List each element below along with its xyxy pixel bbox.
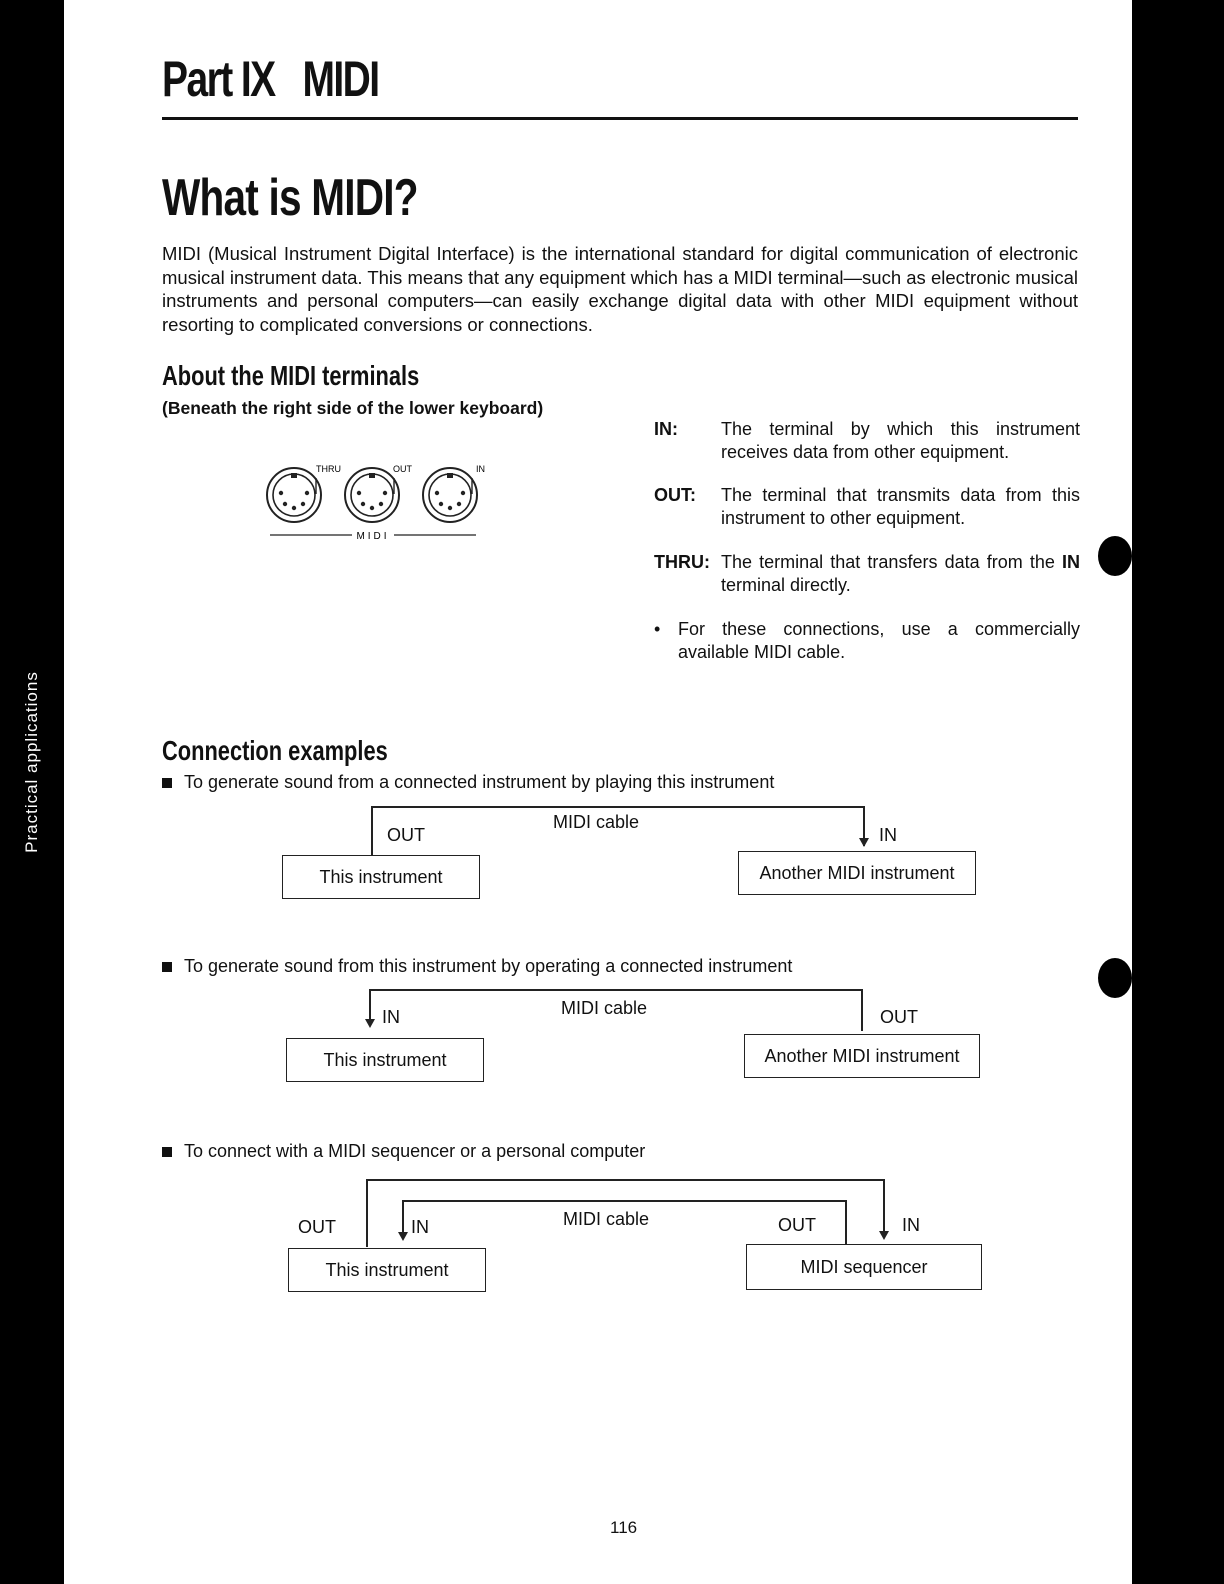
section-title: What is MIDI?: [162, 169, 418, 227]
example-1-cable: [371, 806, 865, 808]
square-bullet-icon: [162, 1147, 172, 1157]
example-2-cable-label: MIDI cable: [561, 998, 648, 1018]
example-2-caption-text: To generate sound from this instrument by operating a connected instrument: [184, 956, 793, 976]
example-2-cable-right-drop: [861, 989, 863, 1031]
thru-definition-text: [721, 551, 1080, 597]
example-3-seq-in-port: IN: [902, 1215, 920, 1235]
example-3-inner-arrow-icon: [398, 1232, 408, 1242]
bullet-dot-icon: •: [654, 619, 661, 639]
square-bullet-icon: [162, 778, 172, 788]
example-1-caption-text: To generate sound from a connected instrument by playing this instrument: [184, 772, 775, 792]
example-1-cable-label: MIDI cable: [553, 812, 640, 832]
out-jack-icon: [345, 468, 399, 522]
example-3-inner-cable-left-drop: [402, 1200, 404, 1236]
example-3-seq-out-port: OUT: [778, 1215, 816, 1235]
cable-note-text: For these connections, use a commercially available MIDI cable.: [678, 619, 1080, 662]
thru-jack-label: THRU: [316, 464, 341, 474]
example-3-midi-sequencer-box: MIDI sequencer: [746, 1244, 982, 1290]
example-2-arrow-icon: [365, 1019, 375, 1029]
example-1-this-instrument-box: This instrument: [282, 855, 480, 899]
in-definition-text: The terminal by which this instrument receives data from other equipment.: [721, 419, 1080, 462]
cable-note: [654, 618, 1080, 664]
thru-definition-label: THRU:: [654, 552, 710, 572]
punch-hole-bottom: [1098, 958, 1132, 998]
midi-figure-caption: MIDI: [356, 531, 390, 542]
example-2-cable-left-drop: [369, 989, 371, 1023]
out-definition: [654, 484, 1080, 530]
intro-paragraph: MIDI (Musical Instrument Digital Interface) is the international standard for digital communication of electronic musical instrument data. This means that any equipment which has a MIDI terminal—such as electronic musical instruments and personal computers—can easily exchange digital data with other MIDI equipment without resorting to complicated conversions or connections.: [162, 243, 1078, 335]
thru-text-pre: The terminal that transfers data from the: [721, 552, 1062, 572]
punch-hole-top: [1098, 536, 1132, 576]
example-3-cable-label: MIDI cable: [563, 1209, 650, 1229]
in-jack-label: IN: [476, 464, 485, 474]
example-1-in-port: IN: [879, 825, 897, 845]
example-2-out-port: OUT: [880, 1007, 918, 1027]
thru-jack-icon: [267, 468, 321, 522]
thru-text-post: terminal directly.: [721, 575, 851, 595]
example-3-this-out-port: OUT: [298, 1217, 336, 1237]
example-3-outer-arrow-icon: [879, 1231, 889, 1241]
example-1-out-port: OUT: [387, 825, 425, 845]
out-jack-label: OUT: [393, 464, 412, 474]
example-3-this-instrument-box: This instrument: [288, 1248, 486, 1292]
example-2-this-instrument-box: This instrument: [286, 1038, 484, 1082]
manual-page: [64, 0, 1132, 1584]
example-2-another-instrument-box: Another MIDI instrument: [744, 1034, 980, 1078]
example-2-in-port: IN: [382, 1007, 400, 1027]
in-jack-icon: [423, 468, 477, 522]
thru-definition: [654, 551, 1080, 597]
example-2-cable: [369, 989, 863, 991]
part-title: Part IX MIDI: [162, 51, 379, 107]
example-3-caption-text: To connect with a MIDI sequencer or a personal computer: [184, 1141, 646, 1161]
section-tab-label: Practical applications: [22, 671, 41, 853]
in-definition: [654, 418, 1080, 464]
example-3-outer-cable-right-drop: [883, 1179, 885, 1235]
midi-terminals-figure: [264, 462, 494, 548]
connections-heading: Connection examples: [162, 735, 388, 766]
example-3-outer-cable: [366, 1179, 884, 1181]
in-definition-label: IN:: [654, 419, 678, 439]
terminals-heading: About the MIDI terminals: [162, 360, 420, 391]
example-3-outer-cable-left-drop: [366, 1179, 368, 1247]
example-1-cable-left-drop: [371, 806, 373, 856]
page-edge-right: [1132, 0, 1224, 1584]
out-definition-text: The terminal that transmits data from this instrument to other equipment.: [721, 485, 1080, 528]
terminals-location-note: (Beneath the right side of the lower keyboard): [162, 398, 544, 418]
example-1-arrow-icon: [859, 838, 869, 848]
example-1-another-instrument-box: Another MIDI instrument: [738, 851, 976, 895]
example-3-this-in-port: IN: [411, 1217, 429, 1237]
example-2-caption: [162, 956, 792, 977]
example-3-inner-cable: [402, 1200, 846, 1202]
page-number: 116: [610, 1518, 638, 1537]
square-bullet-icon: [162, 962, 172, 972]
example-3-caption: [162, 1141, 645, 1162]
title-rule: [162, 117, 1078, 120]
example-1-caption: [162, 772, 774, 793]
out-definition-label: OUT:: [654, 485, 696, 505]
thru-text-bold: IN: [1062, 552, 1080, 572]
example-3-inner-cable-right-drop: [845, 1200, 847, 1244]
